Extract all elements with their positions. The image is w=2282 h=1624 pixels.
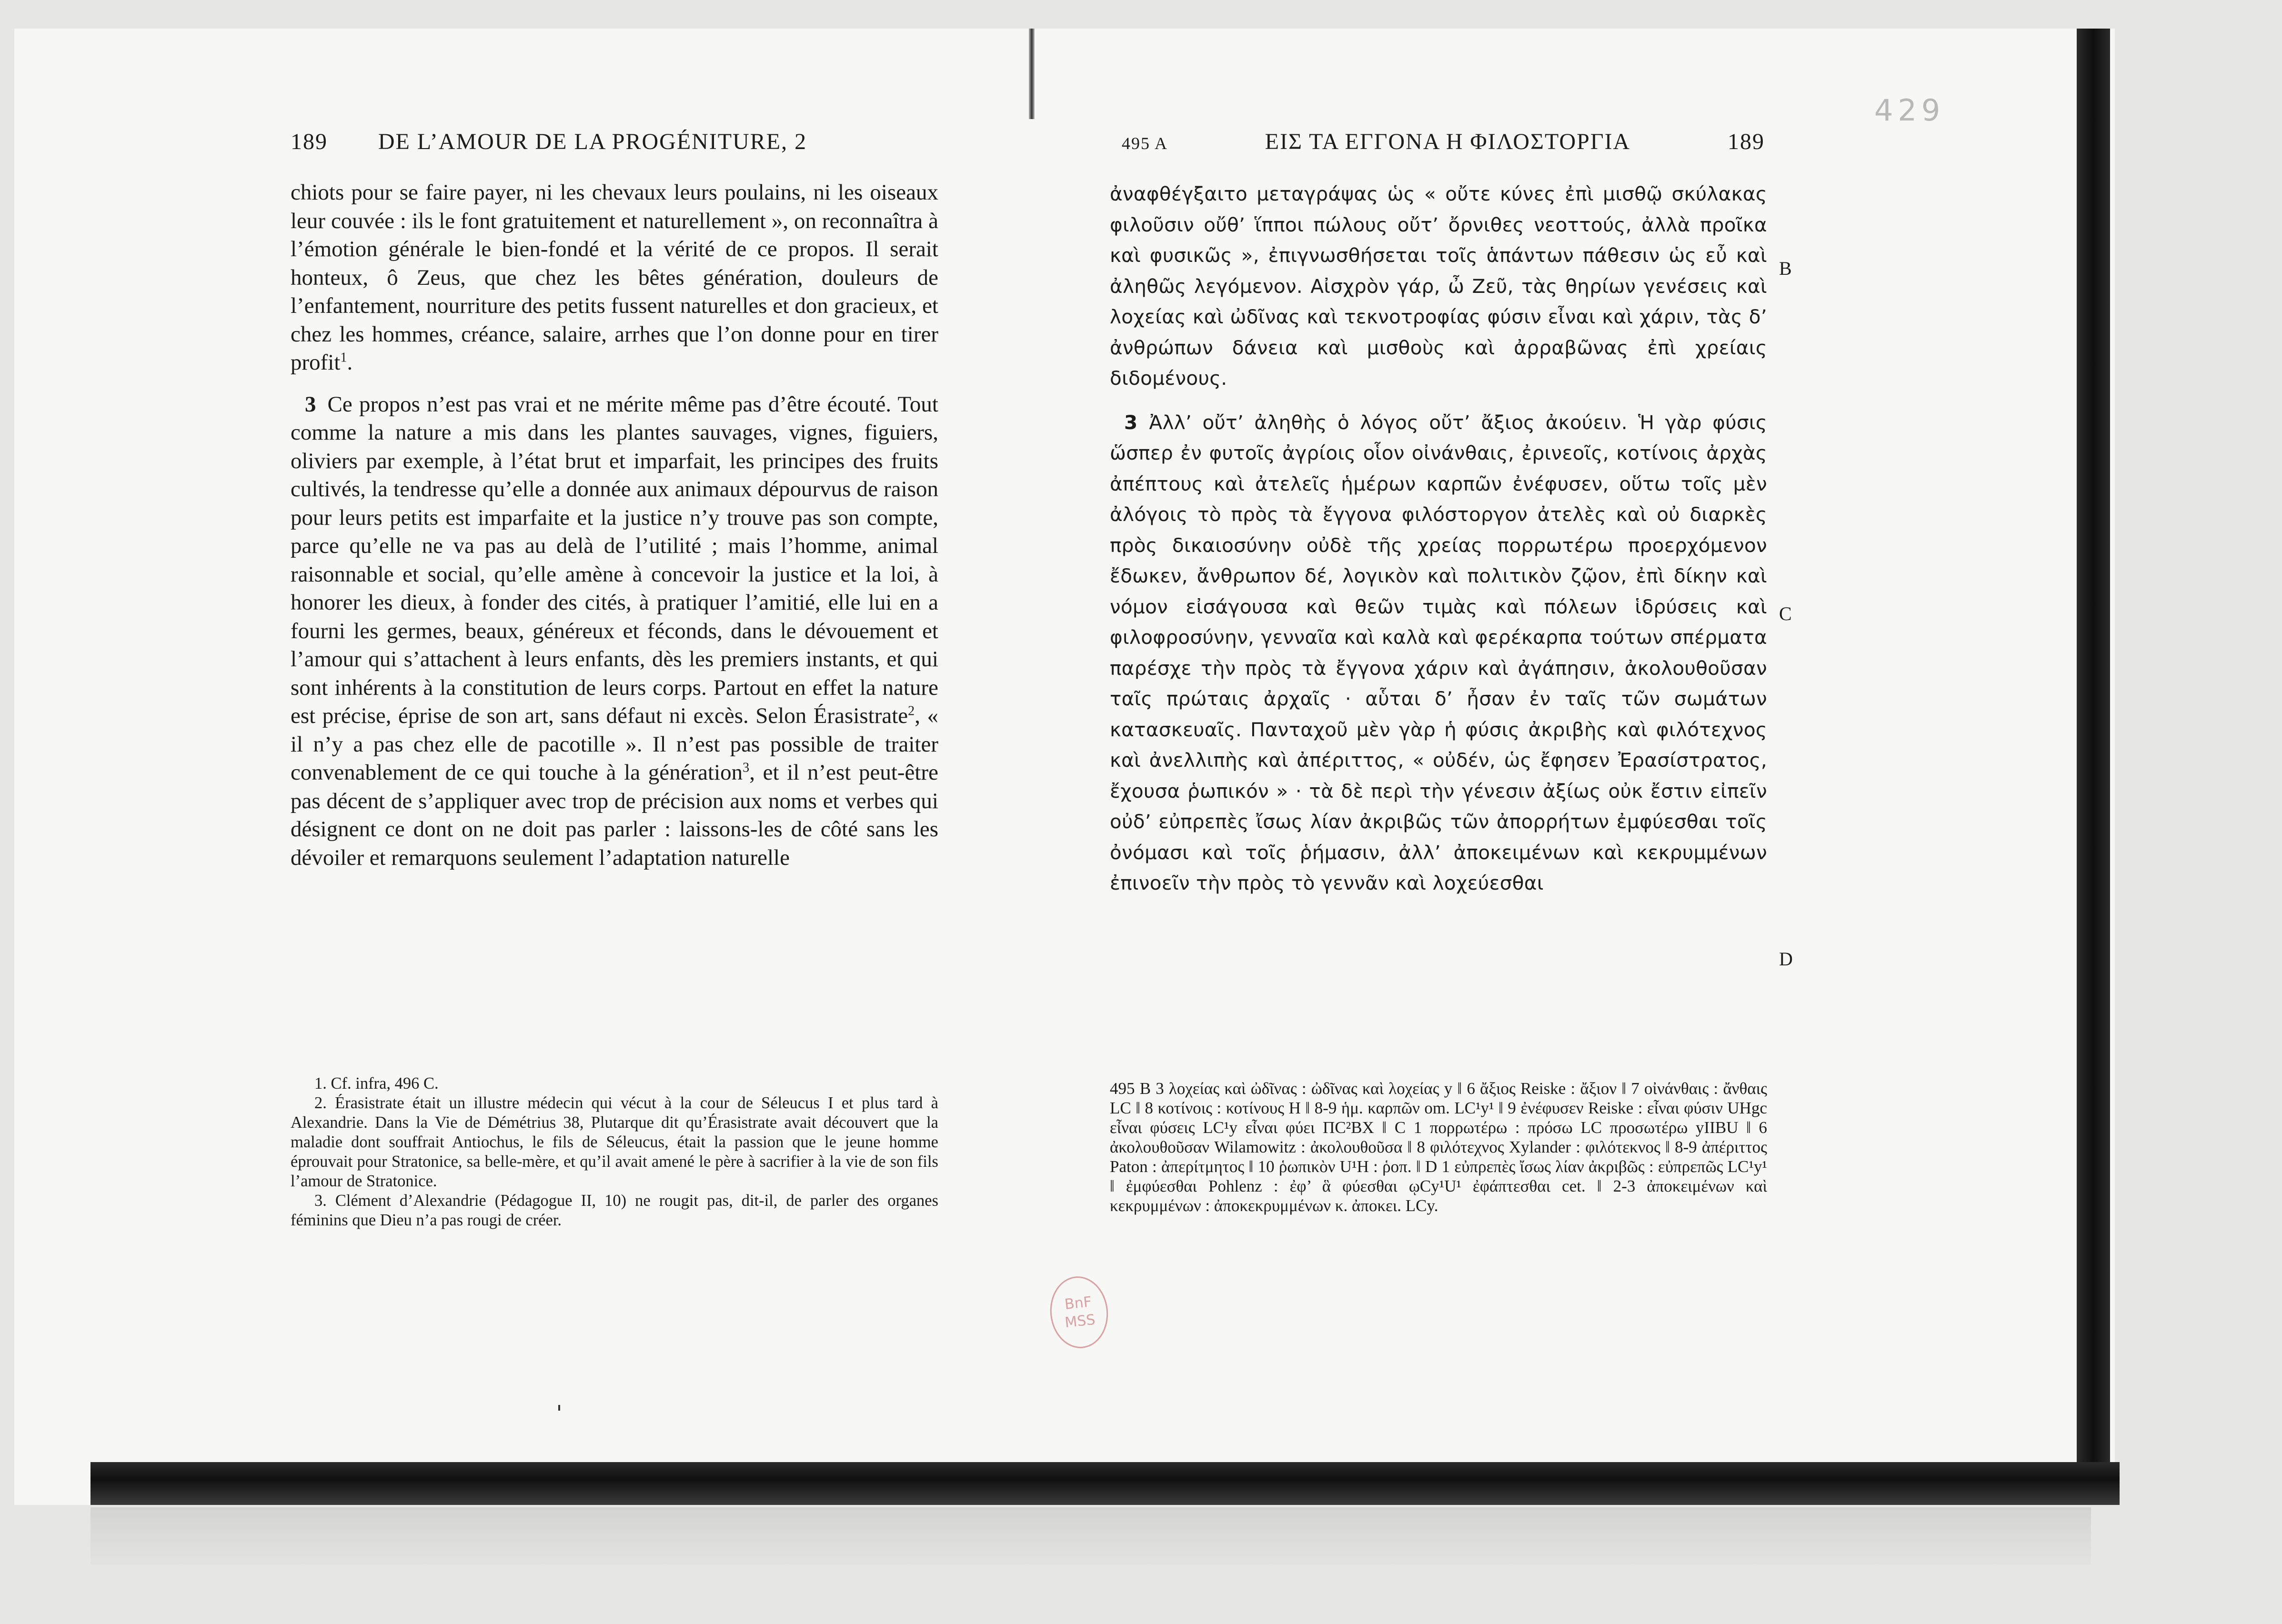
left-footnotes xyxy=(291,1074,938,1230)
right-page-number: 189 xyxy=(1728,129,1765,154)
paragraph: 3 Ἀλλ’ οὔτ’ ἀληθὴς ὁ λόγος οὔτ’ ἄξιος ἀκούειν. Ἡ γὰρ φύσις ὥσπερ ἐν φυτοῖς ἀγρίοις οἷον οἰνάνθαις, ἐρινεοῖς, κοτίνοις ἀρχὰς ἀπέπτους καὶ ἀτελεῖς ἡμέρων καρπῶν ἐνέφυσεν, οὕτω τοῖς μὲν ἀλόγοις τὸ πρὸς τὰ ἔγγονα φιλόστοργον ἀτελὲς καὶ οὐ διαρκὲς πρὸς δικαιοσύνην οὐδὲ τῆς χρείας πορρωτέρω προερχόμενον ἔδωκεν, ἄνθρωπον δέ, λογικὸν καὶ πολιτικὸν ζῷον, ἐπὶ δίκην καὶ νόμον εἰσάγουσα καὶ θεῶν τιμὰς καὶ πόλεων ἱδρύσεις καὶ φιλοφροσύνην, γενναῖα καὶ καλὰ καὶ φερέκαρπα τούτων σπέρματα παρέσχε τὴν πρὸς τὰ ἔγγονα χάριν καὶ ἀγάπησιν, ἀκολουθοῦσαν ταῖς πρώταις ἀρχαῖς · αὗται δ’ ἦσαν ἐν ταῖς τῶν σωμάτων κατασκευαῖς. Πανταχοῦ μὲν γὰρ ἡ φύσις ἀκριβὴς καὶ φιλότεχνος καὶ ἀνελλιπὴς καὶ ἀπέριττος, « οὐδέν, ὡς ἔφησεν Ἐρασίστρατος, ἔχουσα ῥωπικόν » · τὰ δὲ περὶ τὴν γένεσιν ἀξίως οὐκ ἔστιν εἰπεῖν οὐδ’ εὐπρεπὲς ἴσως λίαν ἀκριβῶς τῶν ἀπορρήτων ἐμφύεσθαι τοῖς ὀνόμασι καὶ τοῖς ῥήμασιν, ἀλλ’ ἀποκειμένων καὶ κεκρυμμένων ἐπινοεῖν τὴν πρὸς τὸ γεννᾶν καὶ λοχεύεσθαι xyxy=(1110,411,1767,894)
library-stamp: BnF MSS xyxy=(1046,1273,1111,1351)
footnote-ref: 1 xyxy=(340,350,347,365)
margin-letter: C xyxy=(1779,603,1792,624)
paragraph: chiots pour se faire payer, ni les chevaux leurs poulains, ni les oiseaux leur couvée : ils le font gratuitement et naturellement », on reconnaîtra à l’émotion générale le bien-fondé et la vérité de ce propos. Il serait honteux, ô Zeus, que chez les bêtes génération, douleurs de l’enfantement, nourriture des petits fussent naturelles et don gracieux, et chez les hommes, créance, salaire, arrhes que l’on donne pour en tirer profit$^1$. xyxy=(291,180,938,375)
critical-apparatus: 495 B 3 λοχείας καὶ ὠδῖνας : ὠδῖνας καὶ λοχείας y ‖ 6 ἄξιος Reiske : ἄξιον ‖ 7 οἰνάνθαις : ἄνθαις LC ‖ 8 κοτίνοις : κοτίνους H ‖ 8-9 ἡμ. καρπῶν om. LC¹y¹ ‖ 9 ἐνέφυσεν Reiske : εἶναι φύσιν UHgc εἶναι φύσεις LC¹y εἶναι φύει ΠC²BX ‖ C 1 πορρωτέρω : πρόσω LC προσωτέρω yIIBU ‖ 6 ἀκολουθοῦσαν Wilamowitz : ἀκολουθοῦσα ‖ 8 φιλότεχνος Xylander : φιλότεκνος ‖ 8-9 ἀπέριττος Paton : ἀπερίτμητος ‖ 10 ῥωπικὸν U¹H : ῥοπ. ‖ D 1 εὐπρεπὲς ἴσως λίαν ἀκριβῶς : εὐπρεπῶς LC¹y¹ ‖ ἐμφύεσθαι Pohlenz : ἐφ’ ἃ φύεσθαι ῳCy¹U¹ ἐφάπτεσθαι cet. ‖ 2-3 ἀποκειμένων καὶ κεκρυμμένων : ἀποκεκρυμμένων κ. ἀποκει. LCy. xyxy=(1110,1079,1767,1215)
section-reference: 495 A xyxy=(1122,134,1168,153)
left-page-body xyxy=(291,179,938,872)
margin-letter: B xyxy=(1779,258,1792,279)
right-page-header xyxy=(1122,129,1765,162)
section-number: 3 xyxy=(1124,411,1138,434)
footnote: 2. Érasistrate était un illustre médecin qui vécut à la cour de Séleucus I et plus tard à Alexandrie. Dans la Vie de Démétrius 38, Plutarque dit qu’Érasistrate avait découvert que la maladie dont souffrait Antiochus, le fils de Séleucus, était la passion que le jeune homme éprouvait pour Stratonice, sa belle-mère, et qu’il avait amené le père à sacrifier à la vie de son fils l’amour de Stratonice. xyxy=(291,1094,938,1190)
corner-folio-number: 429 xyxy=(1874,93,1945,128)
section-number: 3 xyxy=(305,391,316,417)
book-gutter xyxy=(1029,29,1035,119)
scan-edge-right xyxy=(2077,29,2110,1486)
footnote-ref: 3 xyxy=(743,760,750,775)
scan-shadow xyxy=(90,1507,2091,1564)
paragraph: ἀναφθέγξαιτο μεταγράψας ὡς « οὔτε κύνες ἐπὶ μισθῷ σκύλακας φιλοῦσιν οὔθ’ ἵπποι πώλους οὔτ’ ὄρνιθες νεοττούς, ἀλλὰ προῖκα καὶ φυσικῶς », ἐπιγνωσθήσεται τοῖς ἁπάντων πάθεσιν ὡς εὖ καὶ ἀληθῶς λεγόμενον. Αἰσχρὸν γάρ, ὦ Ζεῦ, τὰς θηρίων γενέσεις καὶ λοχείας καὶ ὠδῖνας καὶ τεκνοτροφίας φύσιν εἶναι καὶ χάριν, τὰς δ’ ἀνθρώπων δάνεια καὶ μισθοὺς καὶ ἀρραβῶνας ἐπὶ χρείαις διδομένους. xyxy=(1110,182,1767,390)
right-page-body xyxy=(1110,179,1767,899)
footnote: 1. Cf. infra, 496 C. xyxy=(314,1074,439,1093)
footnote: 3. Clément d’Alexandrie (Pédagogue II, 10) ne rougit pas, dit-il, de parler des organes féminins que Dieu n’a pas rougi de créer. xyxy=(291,1192,938,1229)
left-running-title: DE L’AMOUR DE LA PROGÉNITURE, 2 xyxy=(378,129,807,154)
footnote-ref: 2 xyxy=(908,703,915,719)
scan-edge-bottom xyxy=(90,1462,2120,1505)
paragraph: 3 Ce propos n’est pas vrai et ne mérite même pas d’être écouté. Tout comme la nature a mis dans les plantes sauvages, vignes, figuiers, oliviers par exemple, à l’état brut et imparfait, les principes des fruits cultivés, la tendresse qu’elle a donnée aux animaux dépourvus de raison pour leurs petits est imparfaite et la justice n’y trouve pas son compte, parce qu’elle ne va pas au delà de l’utilité ; mais l’homme, animal raisonnable et social, qu’elle amène à concevoir la justice et la loi, à honorer les dieux, à fonder des cités, à pratiquer l’amitié, elle lui en a fourni les germes, beaux, généreux et féconds, dans le dévouement et l’amour qui s’attachent à leurs enfants, dès les premiers instants, et qui sont inhérents à la constitution de leurs corps. Partout en effet la nature est précise, éprise de son art, sans défaut ni excès. Selon Érasistrate$^2$, « il n’y a pas chez elle de pacotille ». Il n’est pas possible de traiter convenablement de ce qui touche à la génération$^3$, et il n’est peut-être pas décent de s’appliquer avec trop de précision aux noms et verbes qui désignent ce dont on ne doit pas parler : laissons-les de côté sans les dévoiler et remarquons seulement l’adaptation naturelle xyxy=(291,391,938,870)
scan-speck xyxy=(558,1405,560,1411)
left-page-number: 189 xyxy=(291,129,328,154)
left-page-header xyxy=(291,129,857,162)
right-running-title: ΕΙΣ ΤΑ ΕΓΓΟΝΑ Η ΦΙΛΟΣΤΟΡΓΙΑ xyxy=(1265,129,1631,154)
margin-letter: D xyxy=(1779,948,1793,970)
